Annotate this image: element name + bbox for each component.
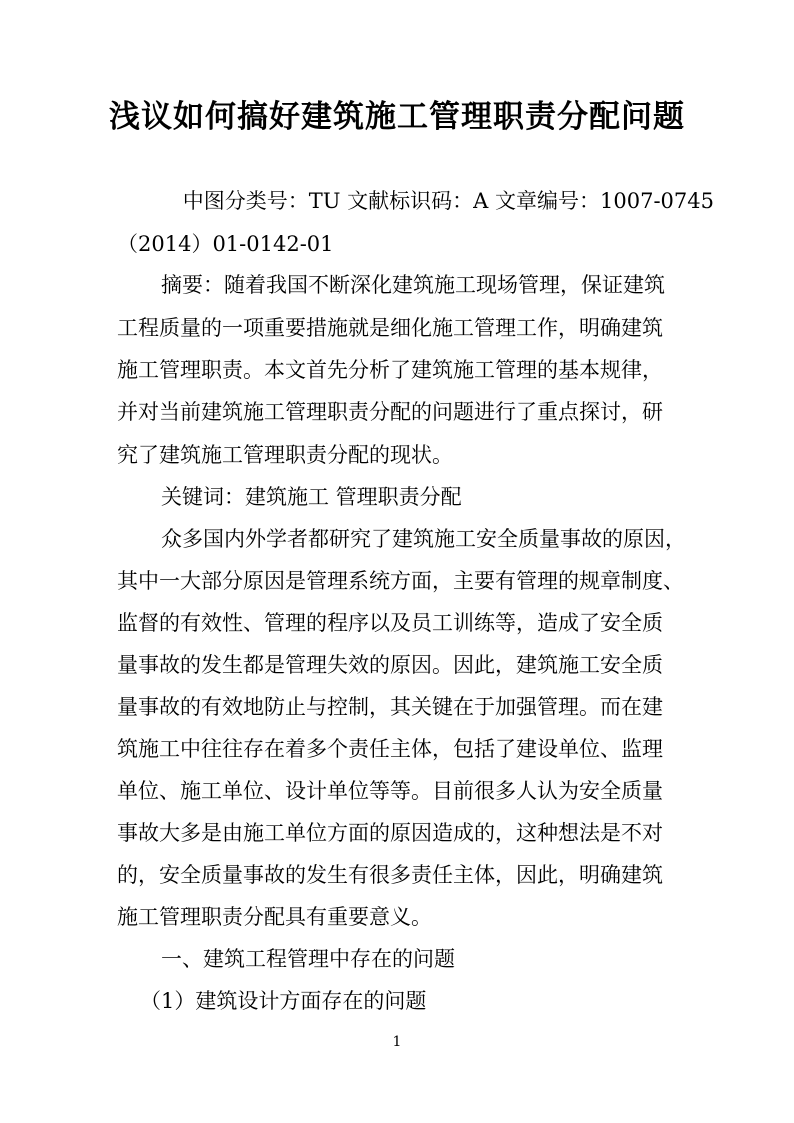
- document-title: 浅议如何搞好建筑施工管理职责分配问题: [109, 99, 685, 135]
- body-line: 事故大多是由施工单位方面的原因造成的，这种想法是不对: [117, 821, 663, 845]
- body-line: 单位、施工单位、设计单位等等。目前很多人认为安全质量: [117, 779, 663, 803]
- classification-line: 中图分类号：TU 文献标识码：A 文章编号：1007-0745: [182, 189, 714, 213]
- body-line: 施工管理职责分配具有重要意义。: [117, 905, 432, 929]
- abstract-line: 施工管理职责。本文首先分析了建筑施工管理的基本规律，: [117, 358, 663, 382]
- body-line: 其中一大部分原因是管理系统方面，主要有管理的规章制度、: [117, 569, 684, 593]
- issue-number-line: （2014）01-0142-01: [117, 232, 334, 256]
- body-line: 众多国内外学者都研究了建筑施工安全质量事故的原因，: [140, 527, 686, 551]
- subsection-heading: （1）建筑设计方面存在的问题: [140, 989, 427, 1013]
- abstract-line: 摘要：随着我国不断深化建筑施工现场管理，保证建筑: [140, 273, 665, 297]
- body-line: 量事故的有效地防止与控制，其关键在于加强管理。而在建: [117, 695, 663, 719]
- abstract-line: 究了建筑施工管理职责分配的现状。: [117, 443, 453, 467]
- page-number: 1: [392, 1034, 402, 1050]
- keywords-line: 关键词：建筑施工 管理职责分配: [140, 485, 462, 509]
- body-line: 筑施工中往往存在着多个责任主体，包括了建设单位、监理: [117, 737, 663, 761]
- section-heading: 一、建筑工程管理中存在的问题: [140, 947, 455, 971]
- body-line: 监督的有效性、管理的程序以及员工训练等，造成了安全质: [117, 611, 663, 635]
- abstract-line: 工程质量的一项重要措施就是细化施工管理工作，明确建筑: [117, 316, 663, 340]
- body-line: 量事故的发生都是管理失效的原因。因此，建筑施工安全质: [117, 653, 663, 677]
- body-line: 的，安全质量事故的发生有很多责任主体，因此，明确建筑: [117, 863, 663, 887]
- abstract-line: 并对当前建筑施工管理职责分配的问题进行了重点探讨，研: [117, 400, 663, 424]
